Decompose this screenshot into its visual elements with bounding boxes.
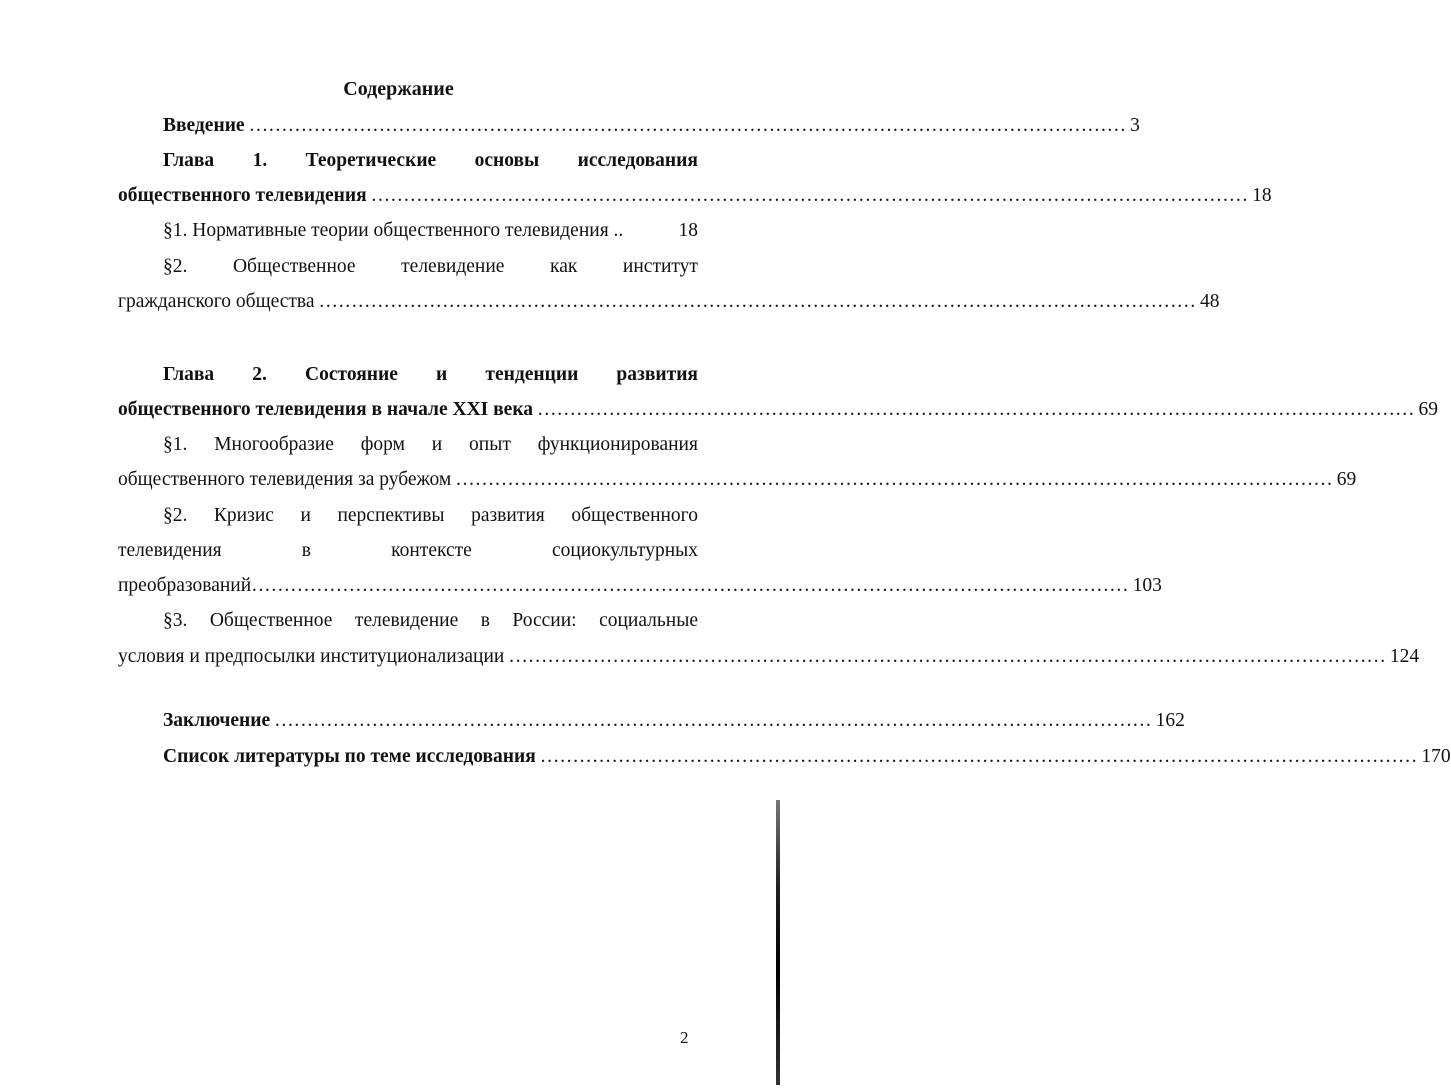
toc-word: Общественное	[232, 256, 356, 277]
toc-word: как	[550, 256, 578, 277]
toc-section-2-3-line2[interactable]	[118, 644, 1420, 670]
toc-word: Глава	[163, 150, 215, 171]
leader-dots: ………………………………………………………………………………………………………………………	[251, 575, 1129, 596]
toc-section-1-2-line1[interactable]	[163, 254, 698, 280]
toc-word: социальные	[599, 610, 698, 631]
toc-word: и	[431, 434, 443, 455]
toc-section-2-1-line2[interactable]	[118, 467, 1357, 493]
toc-word: 2.	[252, 364, 267, 385]
toc-entry-text: общественного телевидения	[118, 185, 367, 206]
toc-page-number: 3	[1130, 115, 1140, 136]
toc-page-number: 18	[1252, 185, 1272, 206]
toc-word: §1.	[163, 434, 188, 455]
leader-dots: ………………………………………………………………………………………………………………………	[508, 646, 1386, 667]
toc-word: общественного	[571, 505, 698, 526]
toc-word: функционирования	[537, 434, 698, 455]
toc-word: Теоретические	[305, 150, 437, 171]
toc-section-1-1[interactable]	[163, 218, 698, 244]
toc-section-2-3-line1[interactable]	[163, 608, 698, 634]
toc-page-number: 103	[1132, 575, 1162, 596]
leader-dots: ………………………………………………………………………………………………………………………	[539, 746, 1418, 767]
toc-entry-text: преобразований	[118, 575, 252, 596]
toc-entry-conclusion[interactable]	[163, 708, 1185, 734]
scan-edge-mark	[776, 800, 780, 1085]
toc-page-number: 124	[1389, 646, 1420, 667]
toc-word: опыт	[469, 434, 511, 455]
toc-section-2-1-line1[interactable]	[163, 432, 698, 458]
leader-dots: ………………………………………………………………………………………………………………………	[455, 469, 1333, 490]
toc-word: телевидение	[354, 610, 459, 631]
toc-word: Состояние	[305, 364, 398, 385]
toc-entry-text: общественного телевидения в начале XXI века	[118, 399, 534, 420]
toc-entry-text: Список литературы по теме исследования	[163, 746, 536, 767]
toc-section-1-2-line2[interactable]	[118, 289, 1220, 315]
toc-chapter-1-line1[interactable]	[163, 148, 698, 174]
toc-title: Содержание	[343, 78, 454, 100]
toc-entry-bibliography[interactable]	[163, 744, 1451, 770]
toc-word: Многообразие	[214, 434, 334, 455]
toc-word: развития	[616, 364, 698, 385]
toc-word: России:	[512, 610, 577, 631]
page-number: 2	[680, 1028, 689, 1047]
toc-word: форм	[360, 434, 405, 455]
leader-dots: ………………………………………………………………………………………………………………………	[248, 115, 1127, 136]
toc-word: §3.	[163, 610, 188, 631]
toc-word: социокультурных	[551, 540, 698, 561]
toc-page-number: 69	[1336, 469, 1357, 490]
toc-word: и	[436, 364, 448, 385]
leader-dots: ………………………………………………………………………………………………………………………	[370, 185, 1249, 206]
toc-section-2-2-line3[interactable]	[118, 573, 1162, 599]
toc-page-number: 162	[1155, 710, 1185, 731]
toc-word: тенденции	[485, 364, 579, 385]
toc-page-number: 48	[1200, 291, 1220, 312]
toc-entry-text: условия и предпосылки институционализации	[118, 646, 505, 667]
toc-word: исследования	[577, 150, 698, 171]
toc-word: §2.	[163, 505, 188, 526]
toc-word: в	[301, 540, 311, 561]
toc-word: развития	[471, 505, 545, 526]
toc-page-number: 69	[1418, 399, 1439, 420]
toc-entry-text: гражданского общества	[118, 291, 315, 312]
toc-entry-text: Заключение	[163, 710, 271, 731]
toc-section-2-2-line1[interactable]	[163, 503, 698, 529]
toc-word: институт	[622, 256, 698, 277]
toc-word: Общественное	[209, 610, 333, 631]
toc-word: и	[300, 505, 311, 526]
leader-dots: ………………………………………………………………………………………………………………………	[318, 291, 1197, 312]
toc-entry-intro[interactable]	[163, 113, 1140, 139]
leader-dots: ………………………………………………………………………………………………………………………	[274, 710, 1152, 731]
toc-word: в	[480, 610, 490, 631]
toc-word: 1.	[252, 150, 268, 171]
toc-entry-text: §1. Нормативные теории общественного телевидения ..	[163, 220, 624, 241]
toc-chapter-2-line1[interactable]	[163, 362, 698, 388]
toc-word: §2.	[163, 256, 188, 277]
toc-entry-text: общественного телевидения за рубежом	[118, 469, 452, 490]
toc-chapter-1-line2[interactable]	[118, 183, 1272, 209]
toc-word: телевидение	[401, 256, 505, 277]
toc-word: телевидения	[118, 540, 222, 561]
toc-page-number: 170	[1421, 746, 1451, 767]
toc-chapter-2-line2[interactable]	[118, 397, 1439, 423]
toc-page-number: 18	[678, 220, 698, 241]
toc-word: Глава	[163, 364, 215, 385]
toc-word: Кризис	[213, 505, 274, 526]
toc-word: основы	[474, 150, 540, 171]
toc-word: контексте	[391, 540, 472, 561]
toc-word: перспективы	[337, 505, 445, 526]
toc-entry-text: Введение	[163, 115, 245, 136]
toc-section-2-2-line2[interactable]	[118, 538, 698, 564]
leader-dots: ………………………………………………………………………………………………………………………	[537, 399, 1415, 420]
